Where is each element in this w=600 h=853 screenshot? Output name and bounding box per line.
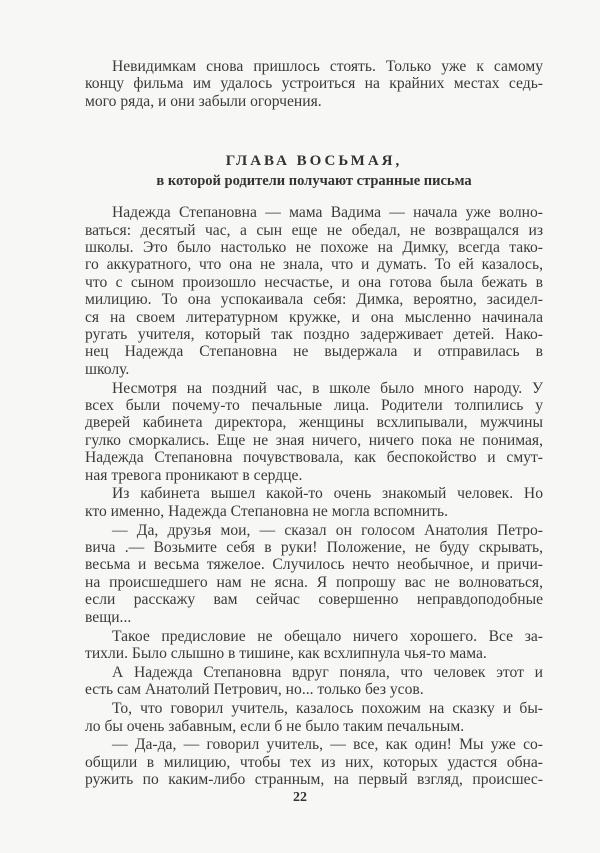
text-line: вещи...: [85, 608, 132, 626]
text-line: тихли. Было слышно в тишине, как всхлипнула чья-то мама.: [85, 644, 487, 662]
text-line: на происшедшего нам не ясна. Я попрошу вас не волноваться,: [85, 573, 543, 591]
text-line: гулко сморкались. Еще не зная ничего, ничего пока не понимая,: [85, 431, 543, 449]
paragraph: [85, 700, 543, 735]
opening-paragraph: [85, 58, 543, 110]
page-number: 22: [293, 790, 307, 805]
text-line: мого ряда, и они забыли огорчения.: [85, 92, 322, 110]
text-line: кто именно, Надежда Степановна не могла вспомнить.: [85, 502, 448, 520]
text-line: Такое предисловие не обещало ничего хорошего. Все за-: [112, 627, 543, 645]
text-line: общили в милицию, чтобы тех из них, которых удастся обна-: [85, 753, 543, 771]
paragraph: [85, 664, 543, 699]
text-line: есть сам Анатолий Петрович, но... только без усов.: [85, 681, 424, 699]
book-page: [85, 58, 543, 790]
text-line: Надежда Степановна — мама Вадима — начала уже волно-: [112, 204, 543, 222]
chapter-body: [85, 204, 543, 788]
text-line: Невидимкам снова пришлось стоять. Только уже к самому: [112, 58, 543, 75]
text-line: дверей кабинета директора, женщины всхлипывали, мужчины: [85, 414, 543, 432]
text-line: ваться: десятый час, а сын еще не обедал, не возвращался из: [85, 221, 543, 239]
text-line: всех были почему-то печальные лица. Родители толпились у: [85, 396, 543, 414]
paragraph: [85, 736, 543, 788]
text-line: Надежда Степановна почувствовала, как беспокойство и смут-: [85, 449, 543, 467]
paragraph: [85, 522, 543, 626]
text-line: весьма и весьма тяжелое. Случилось нечто необычное, и причи-: [85, 556, 543, 574]
paragraph: [85, 628, 543, 663]
text-line: что с сыном произошло несчастье, и она готова была бежать в: [85, 273, 543, 291]
text-line: если расскажу вам сейчас совершенно неправдоподобные: [85, 591, 543, 609]
text-line: ная тревога проникают в сердце.: [85, 466, 303, 484]
text-line: школу.: [85, 360, 130, 378]
text-line: школы. Это было настолько не похоже на Димку, всегда тако-: [85, 238, 543, 256]
text-line: вича .— Возьмите себя в руки! Положение, не буду скрывать,: [85, 539, 543, 557]
paragraph: [85, 380, 543, 484]
paragraph: [85, 204, 543, 378]
text-line: То, что говорил учитель, казалось похожим на сказку и бы-: [112, 700, 543, 718]
text-line: нец Надежда Степановна не выдержала и отправилась в: [85, 343, 543, 361]
text-line: — Да-да, — говорил учитель, — все, как один! Мы уже со-: [112, 736, 543, 754]
text-line: ся на своем литературном кружке, и она мысленно начинала: [85, 308, 543, 326]
text-line: ругать учителя, который так поздно задерживает детей. Нако-: [85, 325, 543, 343]
text-line: милицию. То она успокаивала себя: Димка, вероятно, засидел-: [85, 291, 543, 309]
text-line: го аккуратного, что она не знала, что и думать. То ей казалось,: [85, 256, 543, 274]
text-line: Из кабинета вышел какой-то очень знакомый человек. Но: [112, 485, 543, 503]
paragraph: [85, 485, 543, 520]
text-line: ружить по каким-либо странным, на первый взгляд, происшес-: [85, 771, 543, 789]
text-line: концу фильма им удалось устроиться на крайних местах седь-: [85, 75, 543, 93]
chapter-subtitle: в которой родители получают странные письма: [156, 173, 472, 190]
text-line: А Надежда Степановна вдруг поняла, что человек этот и: [112, 663, 543, 681]
text-line: ло бы очень забавным, если б не было таким печальным.: [85, 717, 465, 735]
chapter-title: ГЛАВА ВОСЬМАЯ,: [225, 153, 403, 170]
text-line: Несмотря на поздний час, в школе было много народу. У: [112, 379, 543, 397]
text-line: — Да, друзья мои, — сказал он голосом Анатолия Петро-: [112, 521, 543, 539]
